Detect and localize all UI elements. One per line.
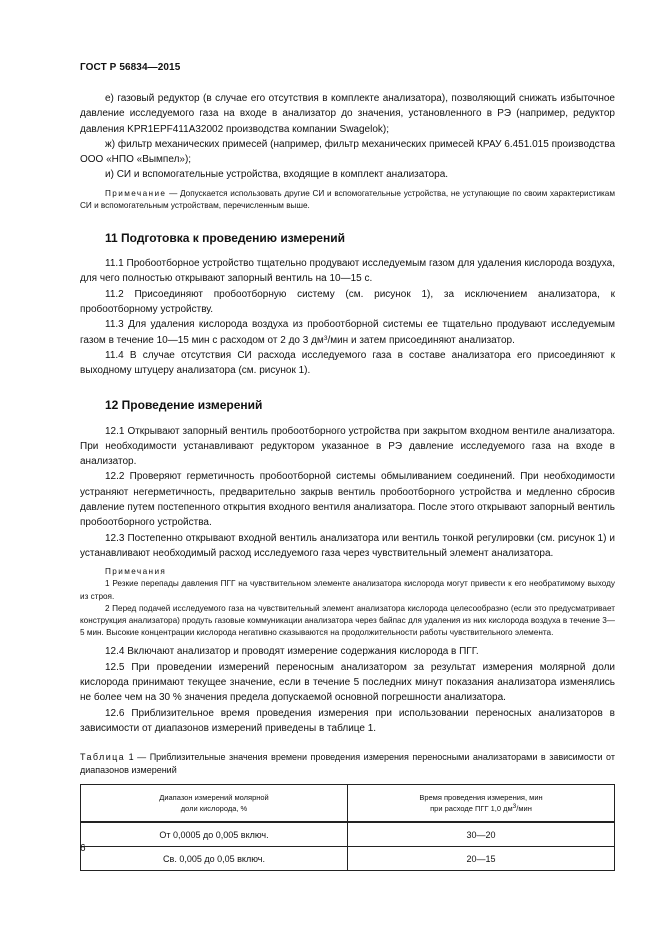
- note-label: Примечание: [105, 188, 167, 198]
- paragraph-12-1: 12.1 Открывают запорный вентиль пробоотборного устройства при закрытом входном вентиле анализатора. При необходимости устанавливают редуктором указанное в РЭ давление исследуемого газа на входе в анализатор.: [80, 425, 615, 468]
- paragraph-12-5: 12.5 При проведении измерений переносным анализатором за результат измерения молярной доли кислорода принимают текущее значение, если в течение 5 последних минут показания анализатора изменялись не более чем на 30 % значения предела допускаемой основной погрешности анализатора.: [80, 661, 615, 704]
- table-cell-range: Св. 0,005 до 0,05 включ.: [81, 847, 348, 871]
- column-header-range: Диапазон измерений молярной доли кислорода, %: [81, 785, 348, 823]
- list-item-i: и) СИ и вспомогательные устройства, входящие в комплект анализатора.: [105, 169, 449, 181]
- note-general: [80, 188, 615, 212]
- paragraph-11-2: 11.2 Присоединяют пробоотборную систему (см. рисунок 1), за исключением анализатора, к пробоотборному устройству.: [80, 288, 615, 316]
- table-row: [81, 822, 615, 847]
- table-header-row: [81, 785, 615, 823]
- note-text: — Допускается использовать другие СИ и вспомогательные устройства, не уступающие по своим характеристикам СИ и вспомогательным устройствам, перечисленным выше.: [80, 188, 615, 210]
- document-header: ГОСТ Р 56834—2015: [80, 62, 181, 73]
- table-caption-text: 1 — Приблизительные значения времени проведения измерения переносными анализаторами в зависимости от диапазонов измерений: [80, 752, 615, 775]
- table-caption-label: Таблица: [80, 752, 126, 763]
- notes-label: Примечания: [105, 567, 167, 577]
- paragraph-12-4: 12.4 Включают анализатор и проводят измерение содержания кислорода в ПГГ.: [105, 646, 479, 658]
- table-caption: [80, 751, 615, 776]
- note-1: 1 Резкие перепады давления ПГГ на чувствительном элементе анализатора кислорода могут привести к его необратимому выходу из строя.: [80, 579, 615, 601]
- table-cell-range: От 0,0005 до 0,005 включ.: [81, 822, 348, 847]
- paragraph-12-2: 12.2 Проверяют герметичность пробоотборной системы обмыливанием соединений. При необходимости устраняют негерметичность, предварительно закрыв вентиль пробоотборного устройства и медленно сбросив давление путем постепенного открытия входного вентиля анализатора. После этого открывают запорный вентиль пробоотборного устройства.: [80, 471, 615, 529]
- table-row: [81, 847, 615, 871]
- table-cell-time: 30—20: [348, 822, 615, 847]
- page-content: [80, 91, 615, 871]
- paragraph-11-1: 11.1 Пробоотборное устройство тщательно продувают исследуемым газом для удаления кислорода воздуха, для чего полностью открывают запорный вентиль на 10—15 с.: [80, 258, 615, 285]
- section-12-heading: 12 Проведение измерений: [105, 397, 263, 412]
- section-11-heading: 11 Подготовка к проведению измерений: [105, 231, 345, 246]
- paragraph-12-3: 12.3 Постепенно открывают входной вентиль анализатора или вентиль тонкой регулировки (см. рисунок 1) и устанавливают необходимый расход исследуемого газа через чувствительный элемент анализатора.: [80, 532, 615, 559]
- measurement-time-table: [80, 784, 615, 871]
- paragraph-11-3: 11.3 Для удаления кислорода воздуха из пробоотборной системы ее тщательно продувают исследуемым газом в течение 10—15 мин с расходом от 2 до 3 $дм^3$/мин и затем присоединяют анализатор.: [80, 319, 615, 346]
- column-header-time: Время проведения измерения, мин при расходе ПГГ 1,0 $дм^3$/мин: [348, 785, 615, 823]
- list-item-e: е) газовый редуктор (в случае его отсутствия в комплекте анализатора), позволяющий снижать избыточное давление исследуемого газа на входе в анализатор до значения, установленного в РЭ (например, редуктор давления KPR1EPF411A32002 производства компании Swagelok);: [80, 93, 615, 135]
- paragraph-12-6: 12.6 Приблизительное время проведения измерения при использовании переносных анализаторов в зависимости от диапазонов измерений приведены в таблице 1.: [80, 707, 615, 734]
- paragraph-11-4: 11.4 В случае отсутствия СИ расхода исследуемого газа в составе анализатора его присоединяют к выходному штуцеру анализатора (см. рисунок 1).: [80, 349, 615, 377]
- note-2: 2 Перед подачей исследуемого газа на чувствительный элемент анализатора кислорода целесообразно (если это предусматривает конструкция анализатора) продуть газовые коммуникации анализатора через байпас для удаления из них кислорода воздуха в течение 3—5 мин. Высокие концентрации кислорода негативно сказываются на продолжительности работы чувствительного элемента.: [80, 603, 615, 638]
- page-number: 6: [80, 843, 86, 854]
- list-item-zh: ж) фильтр механических примесей (например, фильтр механических примесей КРАУ 6.451.015 производства ООО «НПО «Вымпел»);: [80, 138, 615, 166]
- table-cell-time: 20—15: [348, 847, 615, 871]
